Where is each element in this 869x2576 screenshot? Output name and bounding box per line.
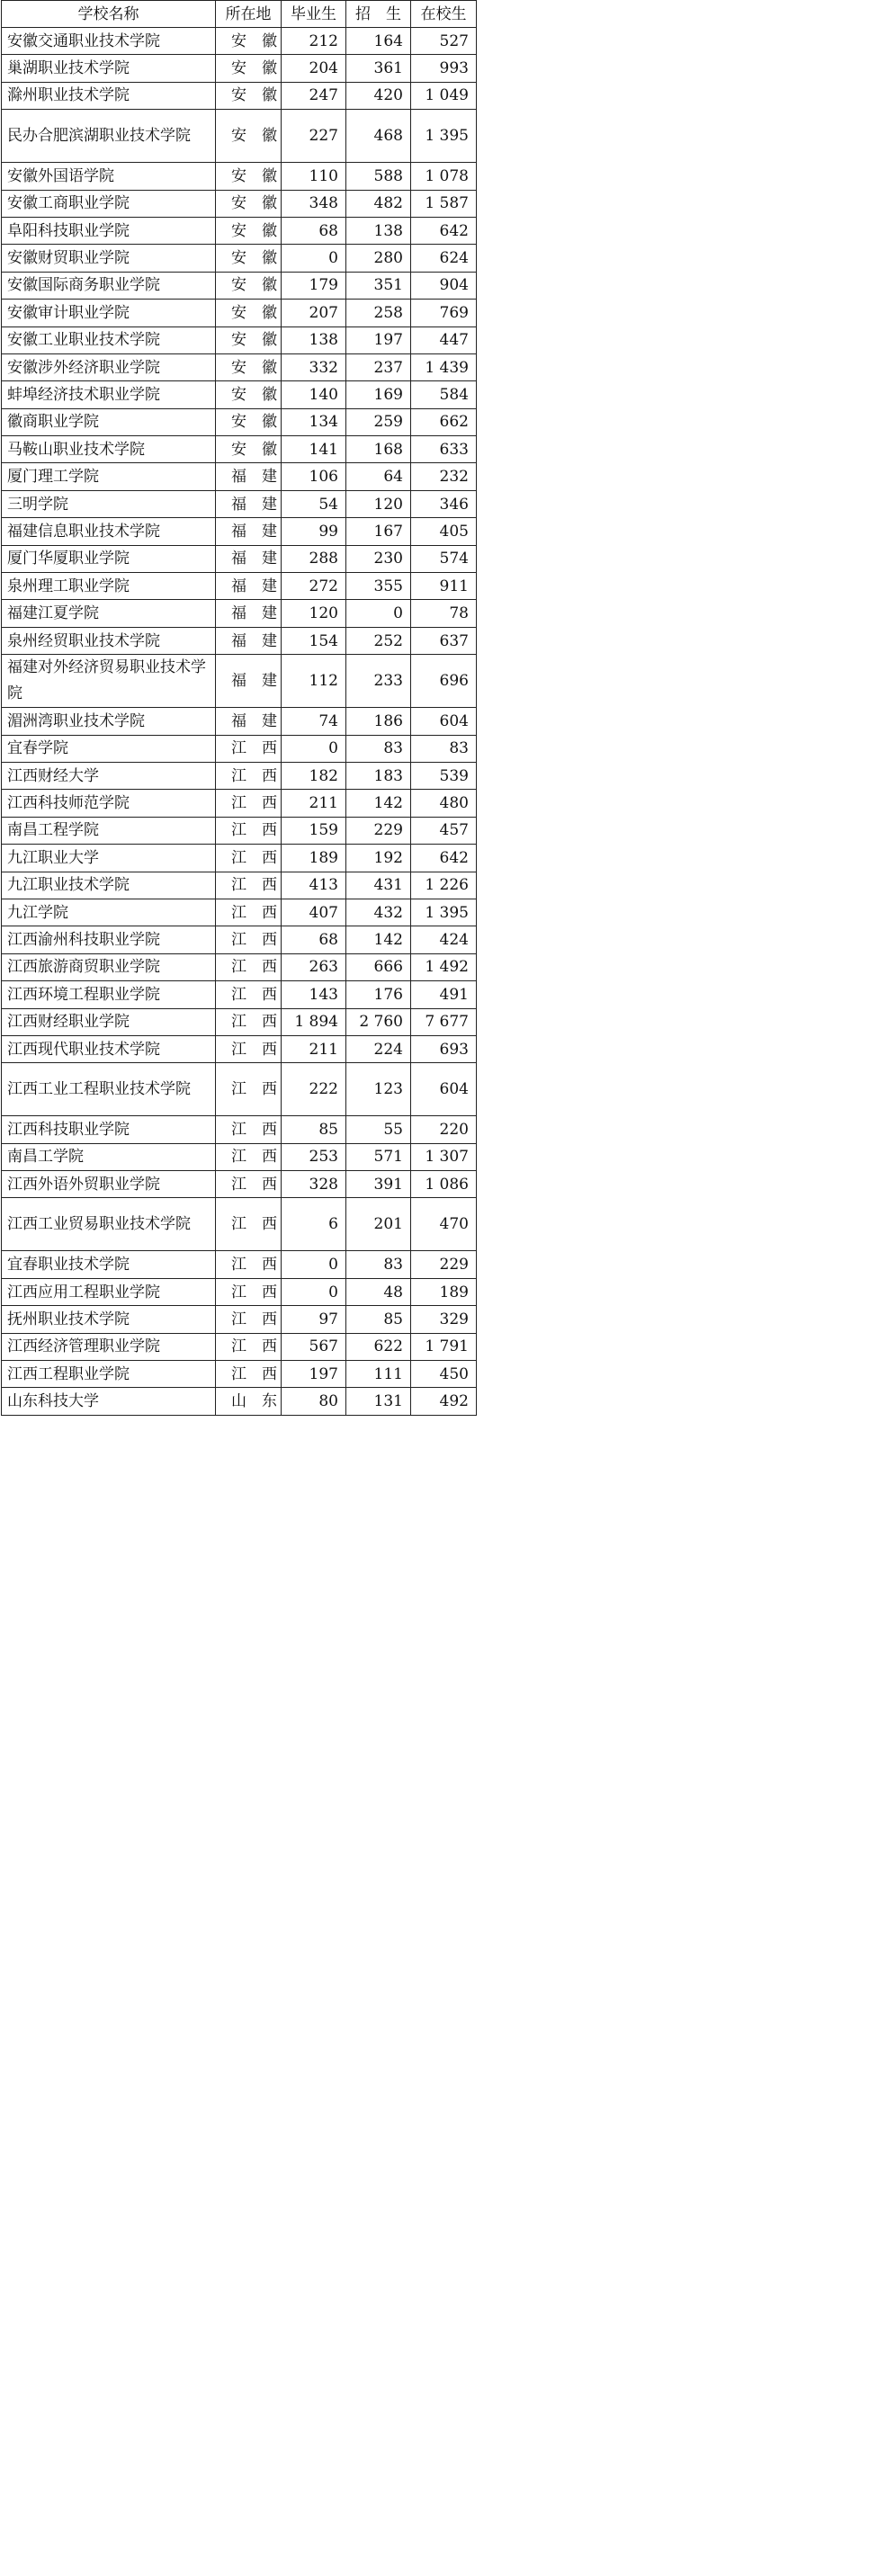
- table-row: [2, 163, 477, 190]
- school-name-cell: 福建江夏学院: [2, 600, 216, 627]
- school-name-cell: 南昌工程学院: [2, 817, 216, 844]
- table-row: [2, 28, 477, 55]
- graduates-cell: 134: [282, 408, 346, 435]
- location-cell: 江西: [216, 1116, 282, 1143]
- graduates-cell: 68: [282, 926, 346, 953]
- graduates-cell: 120: [282, 600, 346, 627]
- header-enrollment: 招 生: [346, 1, 411, 28]
- enrollment-cell: 120: [346, 490, 411, 517]
- enrollment-cell: 420: [346, 82, 411, 109]
- graduates-cell: 99: [282, 518, 346, 545]
- location-cell: 安徽: [216, 326, 282, 353]
- school-name-cell: 泉州经贸职业技术学院: [2, 627, 216, 654]
- enrollment-cell: 622: [346, 1333, 411, 1360]
- school-name-cell: 安徽审计职业学院: [2, 300, 216, 326]
- enrollment-cell: 111: [346, 1361, 411, 1388]
- graduates-cell: 272: [282, 573, 346, 600]
- enrollment-cell: 571: [346, 1143, 411, 1170]
- location-cell: 福建: [216, 600, 282, 627]
- location-cell: 江西: [216, 1333, 282, 1360]
- location-cell: 江西: [216, 1063, 282, 1116]
- school-name-cell: 九江职业大学: [2, 845, 216, 872]
- school-name-cell: 马鞍山职业技术学院: [2, 436, 216, 463]
- graduates-cell: 0: [282, 245, 346, 272]
- graduates-cell: 189: [282, 845, 346, 872]
- location-cell: 江西: [216, 872, 282, 899]
- students-cell: 642: [411, 217, 477, 244]
- school-name-cell: 安徽涉外经济职业学院: [2, 353, 216, 380]
- enrollment-cell: 351: [346, 272, 411, 299]
- students-cell: 1 439: [411, 353, 477, 380]
- school-name-cell: 安徽外国语学院: [2, 163, 216, 190]
- table-row: [2, 926, 477, 953]
- enrollment-cell: 131: [346, 1388, 411, 1415]
- students-cell: 189: [411, 1278, 477, 1305]
- students-cell: 424: [411, 926, 477, 953]
- enrollment-cell: 258: [346, 300, 411, 326]
- enrollment-cell: 183: [346, 762, 411, 789]
- graduates-cell: 141: [282, 436, 346, 463]
- enrollment-cell: 85: [346, 1306, 411, 1333]
- table-row: [2, 1361, 477, 1388]
- school-name-cell: 江西科技职业学院: [2, 1116, 216, 1143]
- students-cell: 220: [411, 1116, 477, 1143]
- students-cell: 229: [411, 1251, 477, 1278]
- location-cell: 安徽: [216, 190, 282, 217]
- location-cell: 福建: [216, 490, 282, 517]
- enrollment-cell: 138: [346, 217, 411, 244]
- school-name-cell: 江西工业工程职业技术学院: [2, 1063, 216, 1116]
- students-cell: 1 395: [411, 110, 477, 163]
- table-row: [2, 545, 477, 572]
- school-name-cell: 抚州职业技术学院: [2, 1306, 216, 1333]
- graduates-cell: 263: [282, 953, 346, 980]
- enrollment-cell: 55: [346, 1116, 411, 1143]
- enrollment-cell: 201: [346, 1198, 411, 1251]
- students-cell: 232: [411, 463, 477, 490]
- graduates-cell: 288: [282, 545, 346, 572]
- graduates-cell: 68: [282, 217, 346, 244]
- table-row: [2, 872, 477, 899]
- graduates-cell: 143: [282, 981, 346, 1008]
- enrollment-cell: 186: [346, 708, 411, 735]
- school-name-cell: 安徽工商职业学院: [2, 190, 216, 217]
- table-row: [2, 627, 477, 654]
- school-name-cell: 厦门理工学院: [2, 463, 216, 490]
- students-cell: 1 049: [411, 82, 477, 109]
- school-name-cell: 宜春学院: [2, 735, 216, 762]
- graduates-cell: 204: [282, 55, 346, 82]
- table-row: [2, 82, 477, 109]
- table-row: [2, 1306, 477, 1333]
- students-cell: 904: [411, 272, 477, 299]
- graduates-cell: 211: [282, 1035, 346, 1062]
- enrollment-cell: 48: [346, 1278, 411, 1305]
- students-cell: 1 395: [411, 899, 477, 926]
- school-name-cell: 巢湖职业技术学院: [2, 55, 216, 82]
- table-row: [2, 381, 477, 408]
- location-cell: 江西: [216, 1008, 282, 1035]
- table-row: [2, 1008, 477, 1035]
- table-row: [2, 790, 477, 817]
- school-name-cell: 福建信息职业技术学院: [2, 518, 216, 545]
- location-cell: 安徽: [216, 110, 282, 163]
- enrollment-cell: 588: [346, 163, 411, 190]
- location-cell: 安徽: [216, 245, 282, 272]
- location-cell: 安徽: [216, 217, 282, 244]
- school-name-cell: 山东科技大学: [2, 1388, 216, 1415]
- school-name-cell: 九江学院: [2, 899, 216, 926]
- students-cell: 492: [411, 1388, 477, 1415]
- students-cell: 633: [411, 436, 477, 463]
- table-row: [2, 217, 477, 244]
- graduates-cell: 138: [282, 326, 346, 353]
- enrollment-cell: 361: [346, 55, 411, 82]
- enrollment-cell: 355: [346, 573, 411, 600]
- enrollment-cell: 230: [346, 545, 411, 572]
- students-cell: 1 226: [411, 872, 477, 899]
- students-cell: 1 791: [411, 1333, 477, 1360]
- graduates-cell: 85: [282, 1116, 346, 1143]
- school-name-cell: 江西工程职业学院: [2, 1361, 216, 1388]
- location-cell: 福建: [216, 655, 282, 708]
- enrollment-cell: 431: [346, 872, 411, 899]
- school-name-cell: 福建对外经济贸易职业技术学院: [2, 655, 216, 708]
- graduates-cell: 567: [282, 1333, 346, 1360]
- table-row: [2, 708, 477, 735]
- enrollment-cell: 233: [346, 655, 411, 708]
- table-row: [2, 490, 477, 517]
- students-cell: 1 078: [411, 163, 477, 190]
- school-name-cell: 阜阳科技职业学院: [2, 217, 216, 244]
- location-cell: 江西: [216, 762, 282, 789]
- students-cell: 470: [411, 1198, 477, 1251]
- location-cell: 江西: [216, 1143, 282, 1170]
- table-row: [2, 436, 477, 463]
- students-cell: 78: [411, 600, 477, 627]
- table-body: [2, 28, 477, 1416]
- students-cell: 637: [411, 627, 477, 654]
- graduates-cell: 110: [282, 163, 346, 190]
- graduates-cell: 80: [282, 1388, 346, 1415]
- enrollment-cell: 176: [346, 981, 411, 1008]
- location-cell: 福建: [216, 708, 282, 735]
- students-cell: 993: [411, 55, 477, 82]
- table-row: [2, 845, 477, 872]
- table-row: [2, 326, 477, 353]
- graduates-cell: 6: [282, 1198, 346, 1251]
- location-cell: 江西: [216, 926, 282, 953]
- table-row: [2, 1171, 477, 1198]
- enrollment-cell: 169: [346, 381, 411, 408]
- location-cell: 福建: [216, 573, 282, 600]
- enrollment-cell: 280: [346, 245, 411, 272]
- graduates-cell: 74: [282, 708, 346, 735]
- location-cell: 福建: [216, 463, 282, 490]
- school-name-cell: 江西现代职业技术学院: [2, 1035, 216, 1062]
- location-cell: 安徽: [216, 408, 282, 435]
- location-cell: 安徽: [216, 55, 282, 82]
- students-cell: 491: [411, 981, 477, 1008]
- location-cell: 江西: [216, 735, 282, 762]
- school-name-cell: 民办合肥滨湖职业技术学院: [2, 110, 216, 163]
- enrollment-cell: 142: [346, 926, 411, 953]
- table-row: [2, 1251, 477, 1278]
- school-name-cell: 江西经济管理职业学院: [2, 1333, 216, 1360]
- location-cell: 江西: [216, 1251, 282, 1278]
- graduates-cell: 212: [282, 28, 346, 55]
- table-row: [2, 1035, 477, 1062]
- graduates-cell: 112: [282, 655, 346, 708]
- school-name-cell: 蚌埠经济技术职业学院: [2, 381, 216, 408]
- location-cell: 江西: [216, 953, 282, 980]
- table-row: [2, 300, 477, 326]
- location-cell: 福建: [216, 518, 282, 545]
- students-cell: 769: [411, 300, 477, 326]
- students-cell: 662: [411, 408, 477, 435]
- location-cell: 安徽: [216, 381, 282, 408]
- graduates-cell: 54: [282, 490, 346, 517]
- table-row: [2, 1143, 477, 1170]
- graduates-cell: 328: [282, 1171, 346, 1198]
- enrollment-cell: 432: [346, 899, 411, 926]
- school-name-cell: 滁州职业技术学院: [2, 82, 216, 109]
- graduates-cell: 227: [282, 110, 346, 163]
- table-row: [2, 408, 477, 435]
- table-row: [2, 817, 477, 844]
- students-cell: 911: [411, 573, 477, 600]
- graduates-cell: 348: [282, 190, 346, 217]
- enrollment-cell: 237: [346, 353, 411, 380]
- table-row: [2, 1063, 477, 1116]
- graduates-cell: 222: [282, 1063, 346, 1116]
- graduates-cell: 154: [282, 627, 346, 654]
- school-name-cell: 江西外语外贸职业学院: [2, 1171, 216, 1198]
- location-cell: 江西: [216, 845, 282, 872]
- header-school-name: 学校名称: [2, 1, 216, 28]
- school-name-cell: 安徽交通职业技术学院: [2, 28, 216, 55]
- graduates-cell: 140: [282, 381, 346, 408]
- school-name-cell: 安徽国际商务职业学院: [2, 272, 216, 299]
- location-cell: 安徽: [216, 436, 282, 463]
- enrollment-cell: 168: [346, 436, 411, 463]
- students-cell: 574: [411, 545, 477, 572]
- location-cell: 福建: [216, 627, 282, 654]
- table-row: [2, 735, 477, 762]
- table-row: [2, 953, 477, 980]
- enrollment-cell: 468: [346, 110, 411, 163]
- location-cell: 江西: [216, 1306, 282, 1333]
- students-cell: 624: [411, 245, 477, 272]
- enrollment-cell: 142: [346, 790, 411, 817]
- students-cell: 450: [411, 1361, 477, 1388]
- location-cell: 江西: [216, 899, 282, 926]
- graduates-cell: 97: [282, 1306, 346, 1333]
- location-cell: 福建: [216, 545, 282, 572]
- enrollment-cell: 666: [346, 953, 411, 980]
- location-cell: 安徽: [216, 272, 282, 299]
- header-students: 在校生: [411, 1, 477, 28]
- graduates-cell: 179: [282, 272, 346, 299]
- location-cell: 江西: [216, 817, 282, 844]
- enrollment-cell: 391: [346, 1171, 411, 1198]
- school-name-cell: 江西科技师范学院: [2, 790, 216, 817]
- table-row: [2, 1198, 477, 1251]
- school-name-cell: 江西渝州科技职业学院: [2, 926, 216, 953]
- header-graduates: 毕业生: [282, 1, 346, 28]
- schools-table: [1, 0, 477, 1416]
- students-cell: 604: [411, 1063, 477, 1116]
- table-row: [2, 600, 477, 627]
- students-cell: 457: [411, 817, 477, 844]
- enrollment-cell: 0: [346, 600, 411, 627]
- school-name-cell: 三明学院: [2, 490, 216, 517]
- students-cell: 604: [411, 708, 477, 735]
- students-cell: 405: [411, 518, 477, 545]
- graduates-cell: 159: [282, 817, 346, 844]
- location-cell: 安徽: [216, 353, 282, 380]
- table-row: [2, 463, 477, 490]
- school-name-cell: 江西财经大学: [2, 762, 216, 789]
- location-cell: 江西: [216, 1035, 282, 1062]
- location-cell: 江西: [216, 790, 282, 817]
- enrollment-cell: 64: [346, 463, 411, 490]
- school-name-cell: 安徽财贸职业学院: [2, 245, 216, 272]
- graduates-cell: 1 894: [282, 1008, 346, 1035]
- table-row: [2, 762, 477, 789]
- enrollment-cell: 164: [346, 28, 411, 55]
- location-cell: 安徽: [216, 28, 282, 55]
- table-row: [2, 1388, 477, 1415]
- students-cell: 693: [411, 1035, 477, 1062]
- graduates-cell: 0: [282, 735, 346, 762]
- school-name-cell: 徽商职业学院: [2, 408, 216, 435]
- school-name-cell: 宜春职业技术学院: [2, 1251, 216, 1278]
- enrollment-cell: 252: [346, 627, 411, 654]
- school-name-cell: 江西财经职业学院: [2, 1008, 216, 1035]
- students-cell: 696: [411, 655, 477, 708]
- graduates-cell: 247: [282, 82, 346, 109]
- header-location: 所在地: [216, 1, 282, 28]
- location-cell: 安徽: [216, 300, 282, 326]
- students-cell: 642: [411, 845, 477, 872]
- graduates-cell: 182: [282, 762, 346, 789]
- enrollment-cell: 224: [346, 1035, 411, 1062]
- graduates-cell: 197: [282, 1361, 346, 1388]
- school-name-cell: 江西工业贸易职业技术学院: [2, 1198, 216, 1251]
- enrollment-cell: 192: [346, 845, 411, 872]
- enrollment-cell: 197: [346, 326, 411, 353]
- graduates-cell: 0: [282, 1278, 346, 1305]
- school-name-cell: 江西旅游商贸职业学院: [2, 953, 216, 980]
- graduates-cell: 207: [282, 300, 346, 326]
- location-cell: 安徽: [216, 82, 282, 109]
- school-name-cell: 泉州理工职业学院: [2, 573, 216, 600]
- graduates-cell: 211: [282, 790, 346, 817]
- table-row: [2, 1278, 477, 1305]
- enrollment-cell: 482: [346, 190, 411, 217]
- table-row: [2, 573, 477, 600]
- enrollment-cell: 2 760: [346, 1008, 411, 1035]
- table-row: [2, 1116, 477, 1143]
- students-cell: 346: [411, 490, 477, 517]
- school-name-cell: 江西应用工程职业学院: [2, 1278, 216, 1305]
- school-name-cell: 南昌工学院: [2, 1143, 216, 1170]
- table-row: [2, 55, 477, 82]
- table-row: [2, 518, 477, 545]
- students-cell: 1 307: [411, 1143, 477, 1170]
- students-cell: 1 492: [411, 953, 477, 980]
- school-name-cell: 江西环境工程职业学院: [2, 981, 216, 1008]
- enrollment-cell: 83: [346, 1251, 411, 1278]
- enrollment-cell: 229: [346, 817, 411, 844]
- table-row: [2, 899, 477, 926]
- school-name-cell: 厦门华厦职业学院: [2, 545, 216, 572]
- location-cell: 江西: [216, 1361, 282, 1388]
- students-cell: 1 587: [411, 190, 477, 217]
- school-name-cell: 安徽工业职业技术学院: [2, 326, 216, 353]
- table-row: [2, 655, 477, 708]
- location-cell: 江西: [216, 1278, 282, 1305]
- table-row: [2, 272, 477, 299]
- students-cell: 539: [411, 762, 477, 789]
- graduates-cell: 413: [282, 872, 346, 899]
- students-cell: 527: [411, 28, 477, 55]
- school-name-cell: 九江职业技术学院: [2, 872, 216, 899]
- location-cell: 山东: [216, 1388, 282, 1415]
- enrollment-cell: 167: [346, 518, 411, 545]
- table-row: [2, 110, 477, 163]
- students-cell: 329: [411, 1306, 477, 1333]
- table-row: [2, 981, 477, 1008]
- table-row: [2, 190, 477, 217]
- graduates-cell: 332: [282, 353, 346, 380]
- table-row: [2, 353, 477, 380]
- school-name-cell: 湄洲湾职业技术学院: [2, 708, 216, 735]
- header-row: [2, 1, 477, 28]
- table-row: [2, 245, 477, 272]
- enrollment-cell: 259: [346, 408, 411, 435]
- students-cell: 1 086: [411, 1171, 477, 1198]
- enrollment-cell: 123: [346, 1063, 411, 1116]
- graduates-cell: 407: [282, 899, 346, 926]
- students-cell: 480: [411, 790, 477, 817]
- graduates-cell: 0: [282, 1251, 346, 1278]
- location-cell: 江西: [216, 981, 282, 1008]
- location-cell: 江西: [216, 1198, 282, 1251]
- students-cell: 447: [411, 326, 477, 353]
- students-cell: 7 677: [411, 1008, 477, 1035]
- table-row: [2, 1333, 477, 1360]
- enrollment-cell: 83: [346, 735, 411, 762]
- students-cell: 83: [411, 735, 477, 762]
- location-cell: 安徽: [216, 163, 282, 190]
- graduates-cell: 106: [282, 463, 346, 490]
- location-cell: 江西: [216, 1171, 282, 1198]
- graduates-cell: 253: [282, 1143, 346, 1170]
- students-cell: 584: [411, 381, 477, 408]
